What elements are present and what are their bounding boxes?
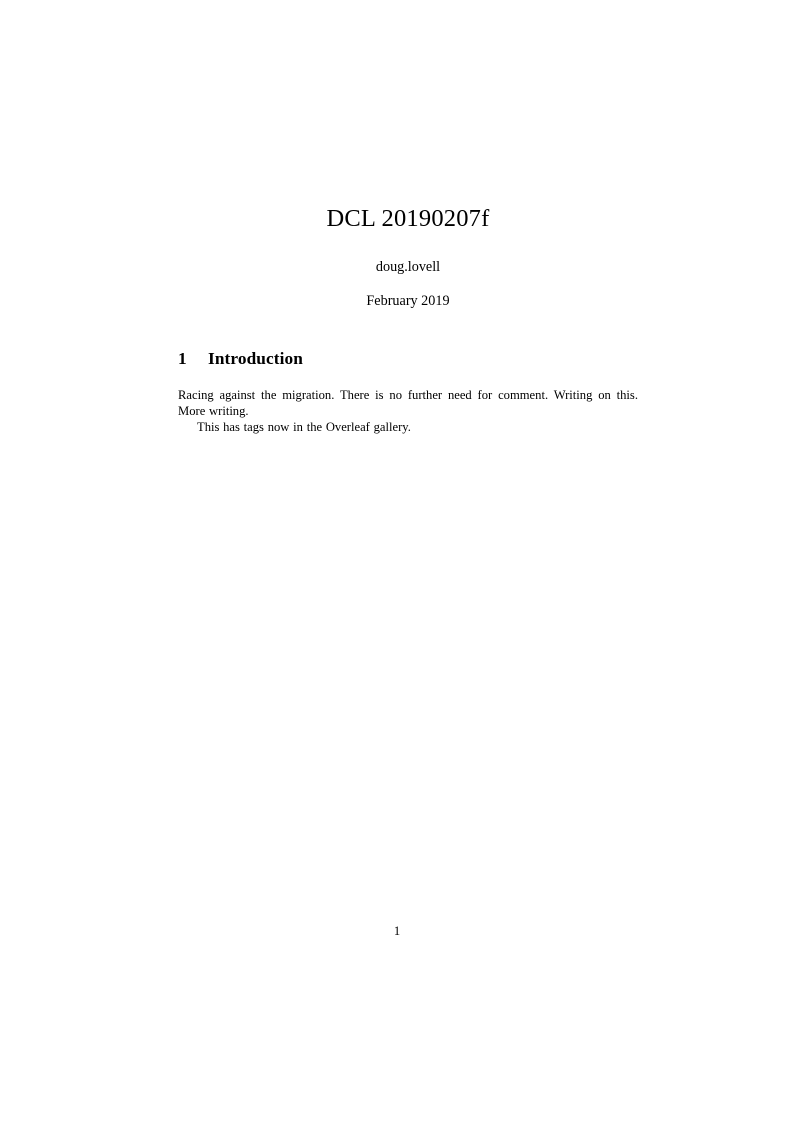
document-date: February 2019: [366, 292, 450, 309]
page-content: [178, 0, 638, 435]
paragraph: Racing against the migration. There is no further need for comment. Writing on this. More writing.: [178, 387, 638, 418]
paragraph: This has tags now in the Overleaf gallery.: [197, 420, 411, 435]
document-author: doug.lovell: [375, 258, 441, 275]
page-title: DCL 20190207f: [326, 205, 490, 232]
page-number: 1: [393, 924, 401, 938]
section-title: Introduction: [208, 349, 303, 368]
section-heading-introduction: [178, 310, 638, 370]
section-number: 1: [178, 349, 187, 368]
